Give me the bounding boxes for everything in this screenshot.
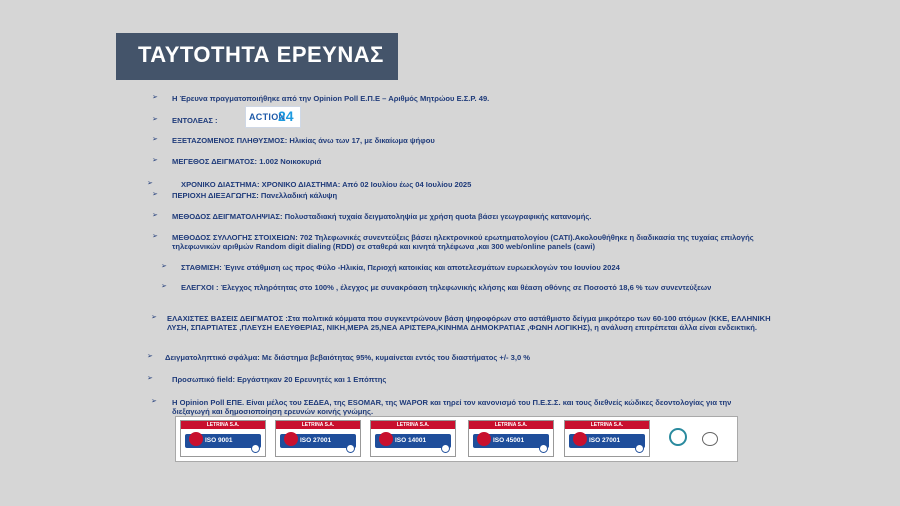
certifications-strip xyxy=(175,416,738,462)
esomar-logo-icon xyxy=(669,428,687,446)
title-banner xyxy=(116,33,398,80)
cert-issuer: LETRINA S.A. xyxy=(371,421,455,429)
page-title: ΤΑΥΤΟΤΗΤΑ ΕΡΕΥΝΑΣ xyxy=(138,42,384,67)
cert-iso-14001 xyxy=(370,420,456,457)
cert-issuer: LETRINA S.A. xyxy=(181,421,265,429)
bullet-time-period: ΧΡΟΝΙΚΟ ΔΙΑΣΤΗΜΑ: ΧΡΟΝΙΚΟ ΔΙΑΣΤΗΜΑ: Από 02 Ιουλίου έως 04 Ιουλίου 2025 xyxy=(181,180,472,189)
cert-iso-27001 xyxy=(275,420,361,457)
logo-text: ACTION xyxy=(249,112,286,122)
action24-logo xyxy=(245,106,301,128)
seal-icon xyxy=(251,444,260,453)
seal-icon xyxy=(441,444,450,453)
cert-issuer: LETRINA S.A. xyxy=(469,421,553,429)
certification-mark-icon xyxy=(477,432,491,446)
bullet-arrow-icon: ➢ xyxy=(152,93,158,101)
bullet-controls: ΕΛΕΓΧΟΙ : Έλεγχος πληρότητας στο 100% , έλεγχος με συνακρόαση τηλεφωνικής κλήσης και θέαση οθόνης σε Ποσοστό 18,6 % των συνεντεύξεων xyxy=(181,283,712,292)
bullet-sample-size: ΜΕΓΕΘΟΣ ΔΕΙΓΜΑΤΟΣ: 1.002 Νοικοκυριά xyxy=(172,157,322,166)
bullet-data-collection: ΜΕΘΟΔΟΣ ΣΥΛΛΟΓΗΣ ΣΤΟΙΧΕΙΩΝ: 702 Τηλεφωνικές συνεντεύξεις βάσει ηλεκτρονικού ερωτηματολογίου (CATI).Ακολουθήθηκε η διαδικασία της τυχαίας επιλογής τηλεφωνικών αριθμών Random digit dialing (RDD) σε σταθερά και κινητά τηλέφωνα ,και 300 web/online panels (cawi) xyxy=(172,233,754,251)
certification-mark-icon xyxy=(284,432,298,446)
seal-icon xyxy=(346,444,355,453)
bullet-arrow-icon: ➢ xyxy=(152,190,158,198)
bullet-arrow-icon: ➢ xyxy=(152,115,158,123)
cert-standard: ISO 27001 xyxy=(300,437,332,444)
bullet-arrow-icon: ➢ xyxy=(151,313,157,321)
bullet-arrow-icon: ➢ xyxy=(152,156,158,164)
cert-issuer: LETRINA S.A. xyxy=(565,421,649,429)
cert-iso-9001 xyxy=(180,420,266,457)
certification-mark-icon xyxy=(189,432,203,446)
cert-iso-45001 xyxy=(468,420,554,457)
certification-mark-icon xyxy=(379,432,393,446)
bullet-client: ΕΝΤΟΛΕΑΣ : xyxy=(172,116,218,125)
bullet-arrow-icon: ➢ xyxy=(161,262,167,270)
logo-number: 24 xyxy=(278,108,294,124)
bullet-company: Η Έρευνα πραγματοποιήθηκε από την Opinion Poll Ε.Π.Ε – Αριθμός Μητρώου Ε.Σ.Ρ. 49. xyxy=(172,94,490,103)
bullet-arrow-icon: ➢ xyxy=(152,211,158,219)
bullet-sampling-error: Δειγματοληπτικό σφάλμα: Με διάστημα βεβαιότητας 95%, κυμαίνεται εντός του διαστήματος +/- 3,0 % xyxy=(165,353,531,362)
bullet-weighting: ΣΤΑΘΜΙΣΗ: Έγινε στάθμιση ως προς Φύλο -Ηλικία, Περιοχή κατοικίας και αποτελεσμάτων ευρωεκλογών του Ιουνίου 2024 xyxy=(181,263,620,272)
bullet-field-staff: Προσωπικό field: Εργάστηκαν 20 Ερευνητές και 1 Επόπτης xyxy=(172,375,387,384)
bullet-arrow-icon: ➢ xyxy=(147,352,153,360)
bullet-memberships: Η Opinion Poll ΕΠΕ. Είναι μέλος του ΣΕΔΕΑ, της ESOMAR, της WAPOR και τηρεί τον κανονισμό του Π.Ε.Σ.Σ. και τους διεθνείς κώδικες δεοντολογίας για την διεξαγωγή και δημοσιοποίηση ερευνών κοινής γνώμης. xyxy=(172,398,732,416)
bullet-arrow-icon: ➢ xyxy=(147,374,153,382)
bullet-population: ΕΞΕΤΑΖΟΜΕΝΟΣ ΠΛΗΘΥΣΜΟΣ: Ηλικίας άνω των 17, με δικαίωμα ψήφου xyxy=(172,136,435,145)
seal-icon xyxy=(539,444,548,453)
cert-standard: ISO 45001 xyxy=(493,437,525,444)
bullet-arrow-icon: ➢ xyxy=(152,135,158,143)
bullet-region: ΠΕΡΙΟΧΗ ΔΙΕΞΑΓΩΓΗΣ: Πανελλαδική κάλυψη xyxy=(172,191,338,200)
cert-standard: ISO 14001 xyxy=(395,437,427,444)
cert-issuer: LETRINA S.A. xyxy=(276,421,360,429)
cert-standard: ISO 9001 xyxy=(205,437,233,444)
bullet-minimum-bases: ΕΛΑΧΙΣΤΕΣ ΒΑΣΕΙΣ ΔΕΙΓΜΑΤΟΣ :Στα πολιτικά κόμματα που συγκεντρώνουν βάση ψηφοφόρων στο αστάθμιστο δείγμα μικρότερο των 60-100 ατόμων (ΚΚΕ, ΕΛΛΗΝΙΚΗ ΛΥΣΗ, ΣΠΑΡΤΙΑΤΕΣ ,ΠΛΕΥΣΗ ΕΛΕΥΘΕΡΙΑΣ, ΝΙΚΗ,ΜΕΡΑ 25,ΝΕΑ ΑΡΙΣΤΕΡΑ,ΚΙΝΗΜΑ ΔΗΜΟΚΡΑΤΙΑΣ ,ΦΩΝΗ ΛΟΓΙΚΗΣ), η ανάλυση επιτρέπεται άλλα είναι ενδεικτική. xyxy=(167,314,771,332)
cert-standard: ISO 27001 xyxy=(589,437,621,444)
bullet-arrow-icon: ➢ xyxy=(161,282,167,290)
sedea-logo-icon xyxy=(702,432,718,446)
bullet-arrow-icon: ➢ xyxy=(151,397,157,405)
association-logos xyxy=(657,420,735,457)
certification-mark-icon xyxy=(573,432,587,446)
bullet-sampling-method: ΜΕΘΟΔΟΣ ΔΕΙΓΜΑΤΟΛΗΨΙΑΣ: Πολυσταδιακή τυχαία δειγματοληψία με χρήση quota βάσει γεωγραφικής κατανομής. xyxy=(172,212,592,221)
seal-icon xyxy=(635,444,644,453)
bullet-arrow-icon: ➢ xyxy=(147,179,153,187)
bullet-arrow-icon: ➢ xyxy=(152,232,158,240)
cert-iso-27001-b xyxy=(564,420,650,457)
